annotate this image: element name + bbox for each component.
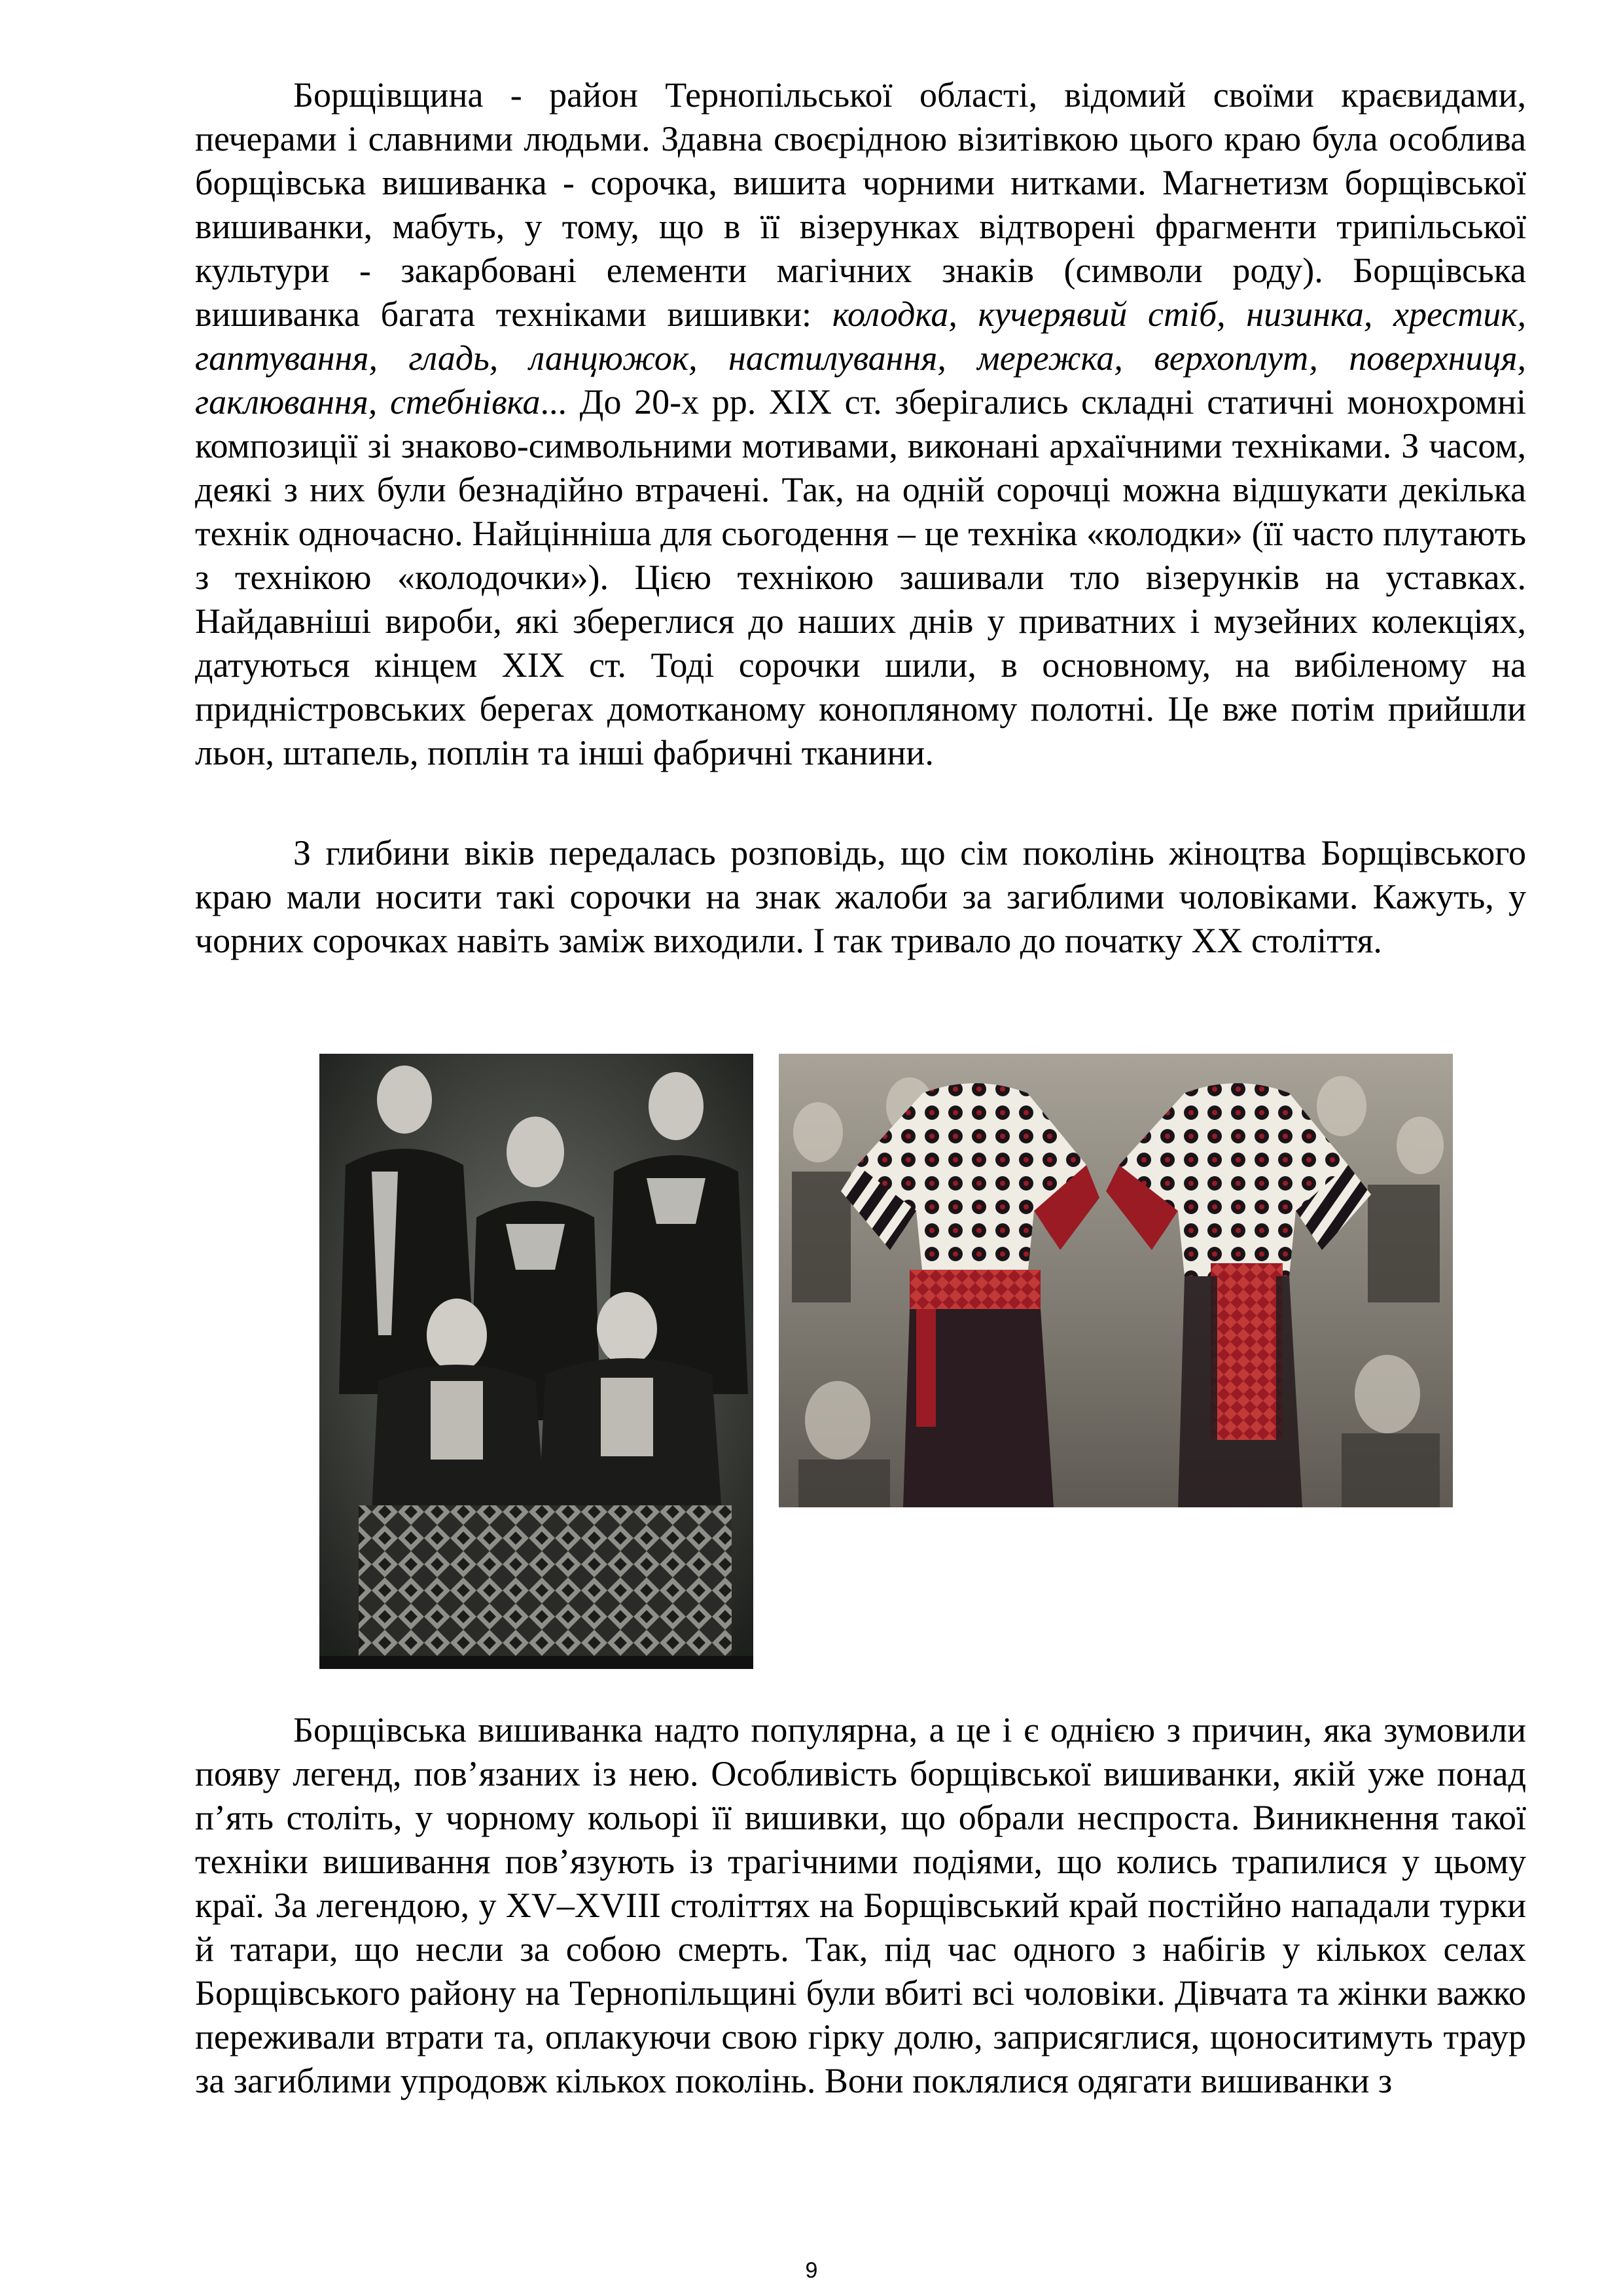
page-number: 9 (805, 2258, 818, 2283)
photo-embroidered-shirts (779, 1054, 1453, 1507)
paragraph-intro (195, 73, 1526, 775)
archival-photo-women (319, 1054, 753, 1669)
paragraph-intro-text-b: ... До 20-х рр. XIX ст. зберігались складні статичні монохромні композиції зі знаково-символьними мотивами, виконані архаїчними техніками. З часом, деякі з них були безнадійно втрачені. Так, на одній сорочці можна відшукати декілька технік одночасно. Найцінніша для сьогодення – це техніка «колодки» (її часто плутають з технікою «колодочки»). Цією технікою зашивали тло візерунків на уставках. Найдавніші вироби, які збереглися до наших днів у приватних і музейних колекціях, датуються кінцем XIX ст. Тоді сорочки шили, в основному, на вибіленому на придністровських берегах домотканому конопляному полотні. Це вже потім прийшли льон, штапель, поплін та інші фабричні тканини. (195, 382, 1527, 772)
embroidery-techniques-list: колодка, кучерявий стіб, низинка, хрестик, гаптування, гладь, ланцюжок, настилування, мережка, верхоплут, поверхниця, гаклювання, стебнівка (195, 295, 1526, 422)
paragraph-legend: З глибини віків передалась розповідь, що сім поколінь жіноцтва Борщівського краю мали носити такі сорочки на знак жалоби за загиблими чоловіками. Кажуть, у чорних сорочках навіть заміж виходили. І так тривало до початку XX століття. (195, 833, 1526, 960)
paragraph-intro-text-a: Борщівщина - район Тернопільської області, відомий своїми краєвидами, печерами і славними людьми. Здавна своєрідною візитівкою цього краю була особлива борщівська вишиванка - сорочка, вишита чорними нитками. Магнетизм борщівської вишиванки, мабуть, у тому, що в її візерунках відтворені фрагменти трипільської культури - закарбовані елементи магічних знаків (символи роду). Борщівська вишиванка багата техніками вишивки: (195, 75, 1526, 334)
paragraph-legend-origin: Борщівська вишиванка надто популярна, а це і є однією з причин, яка зумовили появу легенд, пов’язаних із нею. Особливість борщівської вишиванки, якій уже понад п’ять століть, у чорному кольорі її вишивки, що обрали неспроста. Виникнення такої техніки вишивання пов’язують із трагічними подіями, що колись трапилися у цьому краї. За легендою, у XV–XVIII століттях на Борщівський край постійно нападали турки й татари, що несли за собою смерть. Так, під час одного з набігів у кількох селах Борщівського району на Тернопільщині були вбиті всі чоловіки. Дівчата та жінки важко переживали втрати та, оплакуючи свою гірку долю, заприсяглися, щоноситимуть траур за загиблими упродовж кількох поколінь. Вони поклялися одягати вишиванки з (195, 1710, 1526, 2100)
